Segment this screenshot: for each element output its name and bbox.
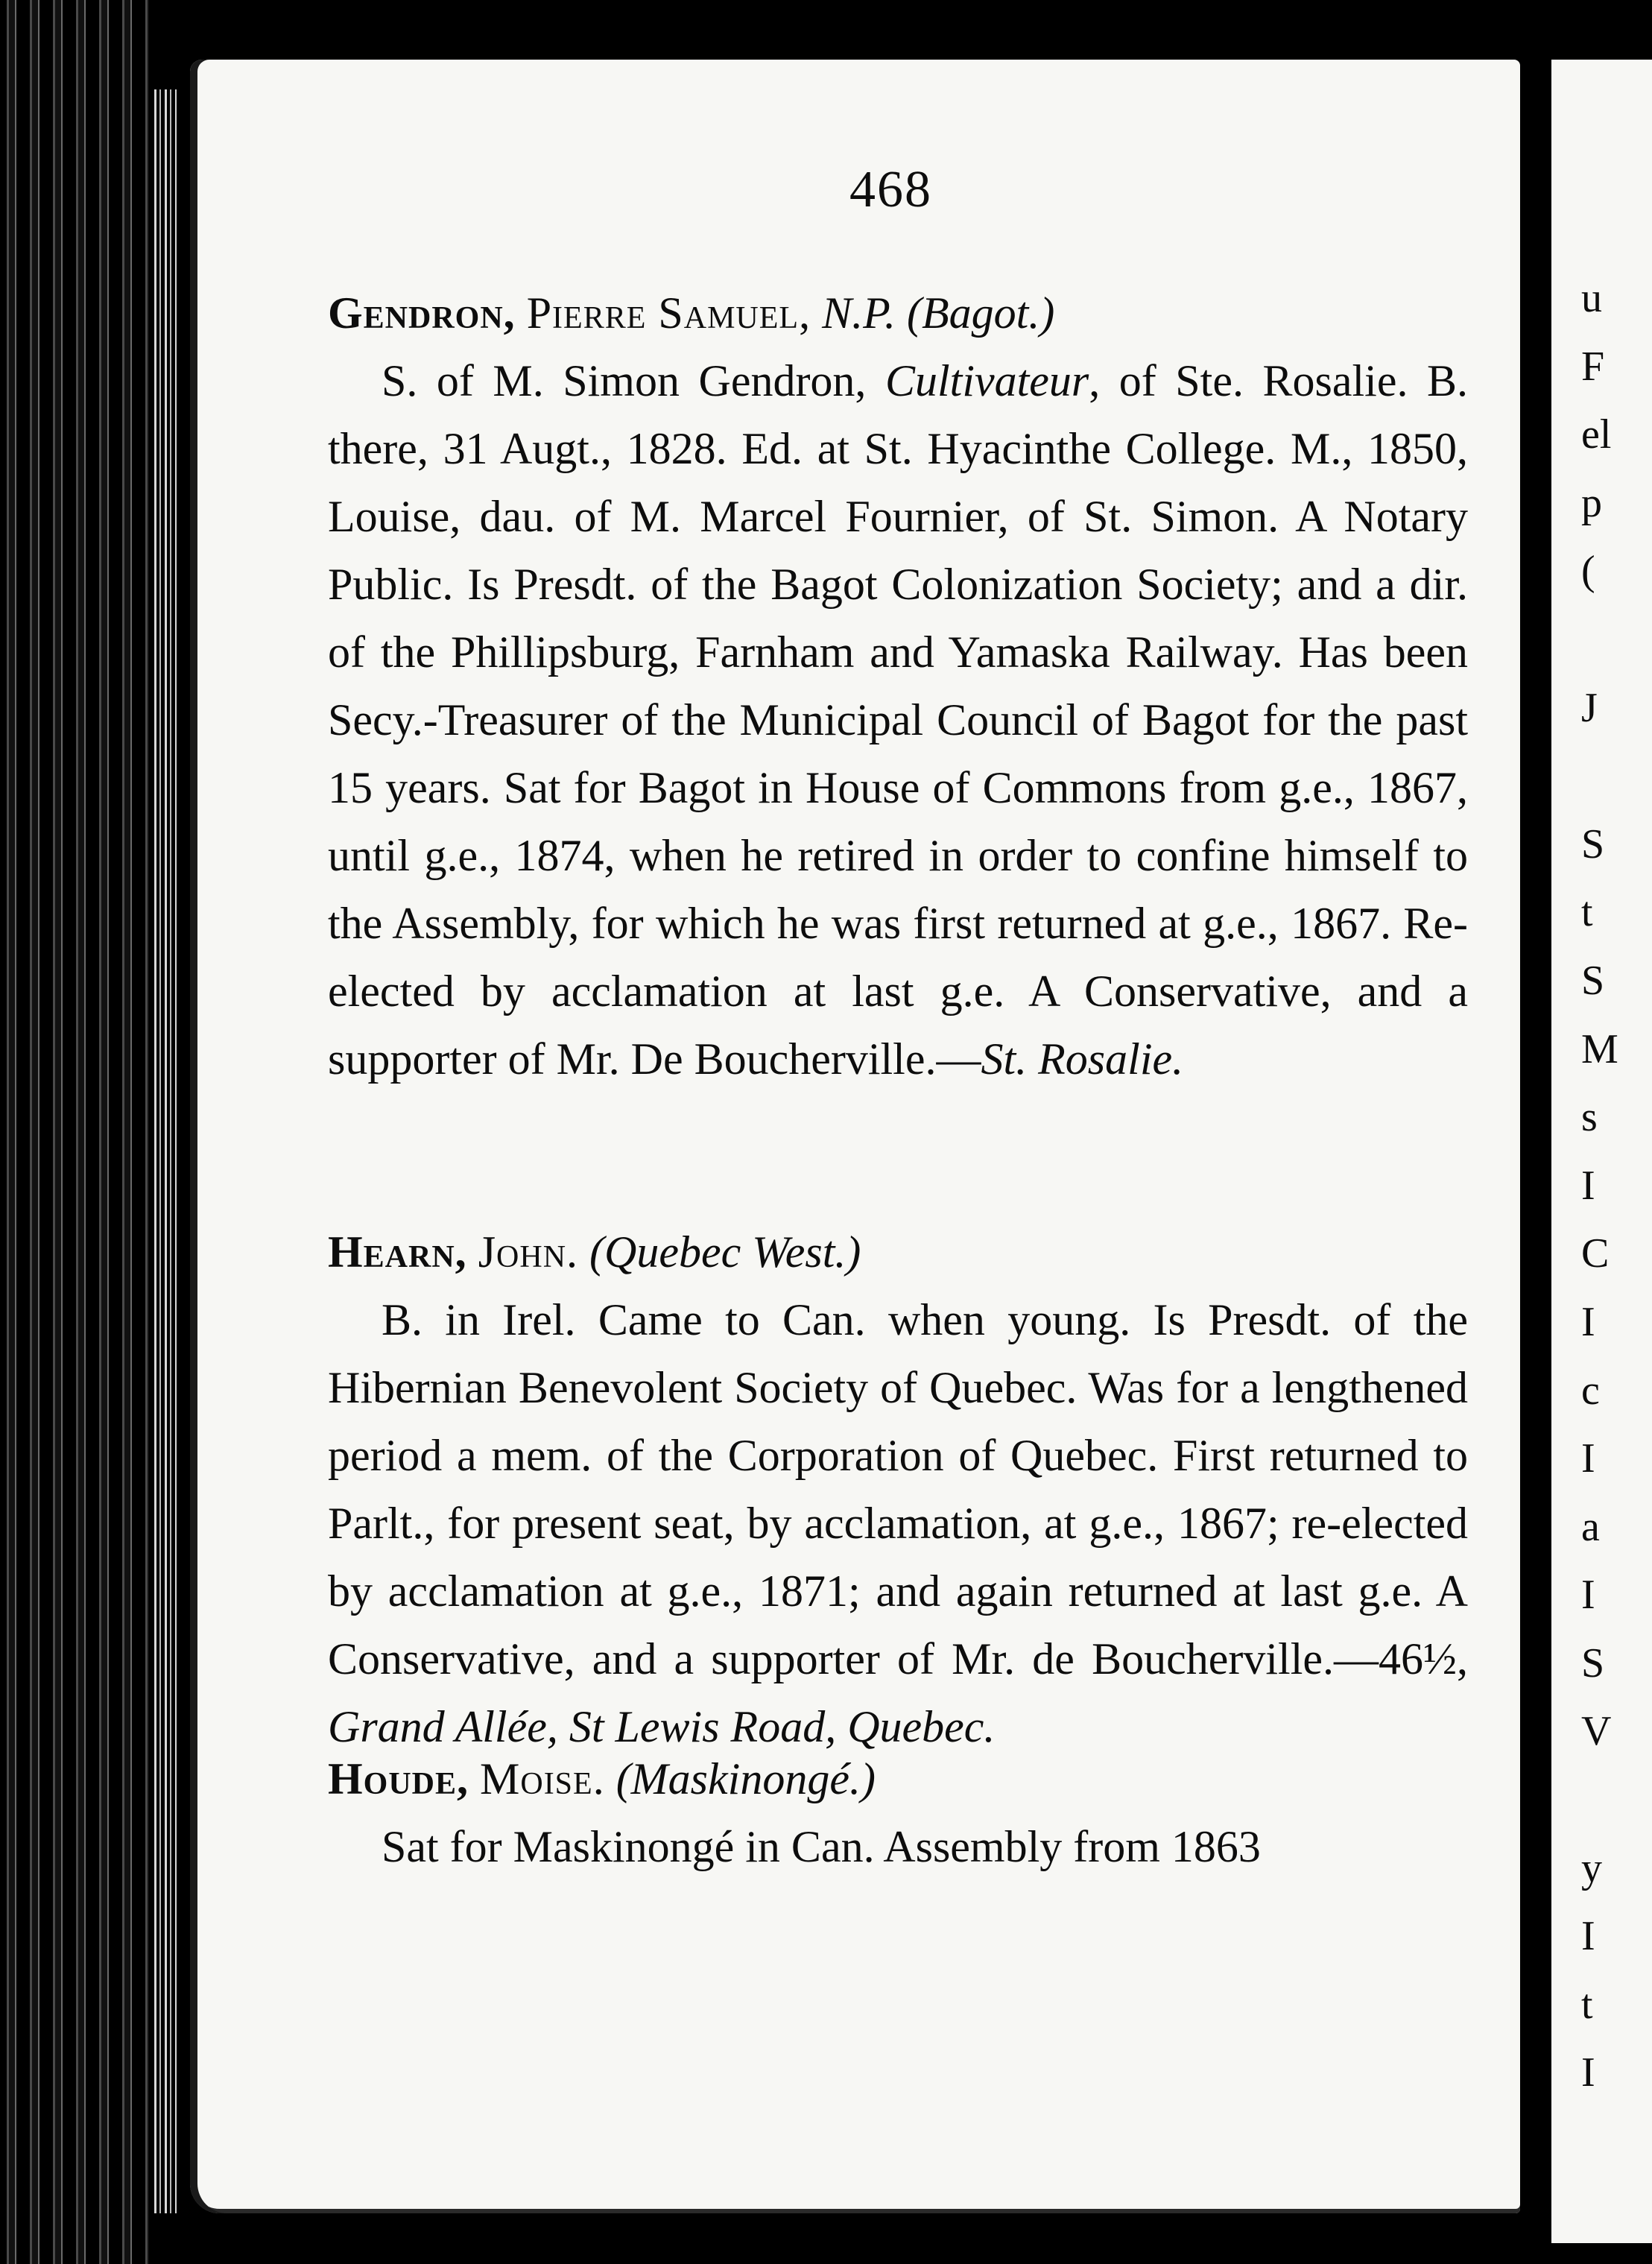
facing-page-fragment: s — [1581, 1094, 1598, 1141]
entry-address: St. Rosalie. — [981, 1034, 1184, 1084]
facing-page-fragment: F — [1581, 343, 1605, 390]
facing-page-fragment — [1581, 1766, 1652, 1835]
facing-page-fragment: el — [1581, 411, 1612, 458]
facing-page-fragment: I — [1581, 1913, 1595, 1960]
facing-page-fragment: c — [1581, 1367, 1600, 1414]
facing-page-fragment: S — [1581, 957, 1605, 1004]
entry-houde — [328, 1745, 1468, 1881]
page-number: 468 — [849, 161, 932, 218]
facing-page-fragment: S — [1581, 820, 1605, 867]
entry-hearn — [328, 1218, 1468, 1761]
entry-surname: Gendron, — [328, 288, 516, 338]
facing-page-fragment: I — [1581, 1298, 1595, 1345]
entry-constituency: (Quebec West.) — [589, 1227, 861, 1277]
entry-surname: Hearn, — [328, 1227, 467, 1277]
facing-page-fragment — [1581, 606, 1652, 674]
entry-title: N.P. — [822, 288, 896, 338]
facing-page-fragment: I — [1581, 1572, 1595, 1619]
facing-page-fragment: t — [1581, 889, 1593, 936]
facing-page-fragment: J — [1581, 684, 1598, 731]
entry-constituency: (Maskinongé.) — [615, 1754, 876, 1803]
facing-page-fragment: y — [1581, 1844, 1602, 1891]
entry-given-names: Moise. — [480, 1754, 605, 1803]
facing-page-fragment: a — [1581, 1503, 1600, 1550]
entry-body-italic: Cultivateur — [884, 356, 1089, 405]
entry-body-text-continued: , of Ste. Rosalie. B. there, 31 Augt., 1828. Ed. at St. Hyacinthe College. M., 1850, Louise, dau. of M. Marcel Fournier, of St. Simon. A Notary Public. Is Presdt. of the Bagot Colonization Society; and a dir. of the Phillipsburg, Farnham and Yamaska Railway. Has been Secy.-Treasurer of the Municipal Council of Bagot for the past 15 years. Sat for Bagot in House of Commons from g.e., 1867, until g.e., 1874, when he retired in order to confine himself to the Assembly, for which he was first returned at g.e., 1867. Re-elected by acclamation at last g.e. A Conservative, and a supporter of Mr. De Boucherville.— — [328, 356, 1469, 1084]
entry-given-names: Pierre Samuel, — [526, 288, 811, 338]
entry-body-text: Sat for Maskinongé in Can. Assembly from 1863 — [382, 1822, 1261, 1871]
facing-page-fragment: S — [1581, 1639, 1605, 1686]
facing-page-fragment: t — [1581, 1981, 1593, 2028]
entry-body — [328, 1286, 1468, 1761]
facing-page-fragment: M — [1581, 1025, 1618, 1072]
entry-gendron — [328, 279, 1468, 1093]
entry-heading — [328, 1218, 1468, 1286]
entry-surname: Houde, — [328, 1754, 469, 1803]
entry-heading — [328, 1745, 1468, 1813]
facing-page-fragment: I — [1581, 1162, 1595, 1209]
facing-page-fragment: p — [1581, 479, 1602, 526]
entry-heading — [328, 279, 1468, 347]
book-spine — [0, 0, 149, 2264]
facing-page-fragment — [1581, 742, 1652, 811]
facing-page-fragment: C — [1581, 1230, 1610, 1277]
facing-page-fragment: u — [1581, 275, 1602, 321]
facing-page-fragment: I — [1581, 1435, 1595, 1482]
entry-constituency: (Bagot.) — [907, 288, 1055, 338]
entry-body-text: S. of M. Simon Gendron, — [382, 356, 885, 405]
facing-page-fragment: ( — [1581, 548, 1595, 595]
entry-address: Grand Allée, St Lewis Road, Quebec. — [328, 1702, 996, 1751]
facing-page-fragment: I — [1581, 2049, 1595, 2096]
facing-page-fragment: V — [1581, 1708, 1612, 1755]
facing-page-text — [1581, 265, 1652, 2108]
entry-body — [328, 1813, 1468, 1881]
entry-body-text: B. in Irel. Came to Can. when young. Is Presdt. of the Hibernian Benevolent Society of Quebec. Was for a lengthened period a mem. of the Corporation of Quebec. First returned to Parlt., for present seat, by acclamation, at g.e., 1867; re-elected by acclamation at g.e., 1871; and again returned at last g.e. A Conservative, and a supporter of Mr. de Boucherville.—46½, — [328, 1295, 1468, 1683]
entry-body — [328, 347, 1468, 1093]
entry-given-names: John. — [478, 1227, 579, 1277]
